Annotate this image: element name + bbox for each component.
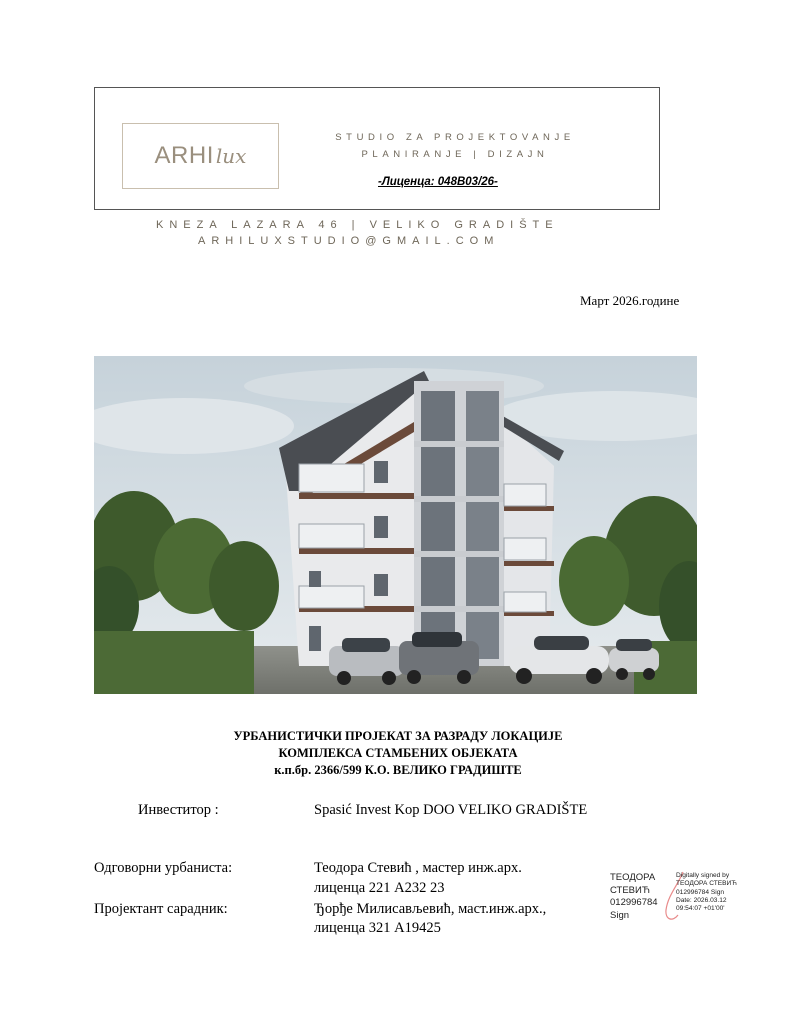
urbanist-license: лиценца 221 А232 23 — [314, 880, 445, 896]
urbanist-name: Теодора Стевић , мастер инж.арх. — [314, 860, 522, 876]
building-rendering — [94, 356, 697, 694]
designer-label: Пројектант сарадник: — [94, 901, 228, 917]
project-title-line-1: УРБАНИСТИЧКИ ПРОЈЕКАТ ЗА РАЗРАДУ ЛОКАЦИЈЕ — [233, 729, 563, 743]
investor-value: Spasić Invest Kop DOO VELIKO GRADIŠTE — [314, 802, 588, 818]
project-title-line-3: к.п.бр. 2366/599 К.О. ВЕЛИКО ГРАДИШТЕ — [274, 763, 522, 777]
urbanist-label: Одговорни урбаниста: — [94, 860, 233, 876]
project-title-line-2: КОМПЛЕКСА СТАМБЕНИХ ОБЈЕКАТА — [278, 746, 518, 760]
logo-script-text: lux — [215, 144, 247, 168]
signature-right-line: Digitally signed by — [676, 872, 730, 879]
company-logo — [122, 123, 279, 189]
signature-right-line: Date: 2026.03.12 — [676, 896, 727, 904]
signature-right-line: 012996784 Sign — [676, 888, 725, 896]
studio-tagline-1: STUDIO ZA PROJEKTOVANJE — [335, 132, 575, 143]
signature-right-line: 09:54:07 +01'00' — [676, 905, 725, 913]
designer-name: Ђорђе Милисављевић, маст.инж.арх., — [314, 901, 547, 917]
studio-address: KNEZA LAZARA 46 | VELIKO GRADIŠTE — [156, 219, 559, 231]
digital-signature — [610, 870, 750, 926]
signature-right-line: ТЕОДОРА СТЕВИЋ — [676, 880, 737, 888]
investor-label: Инвеститор : — [138, 802, 219, 818]
license-number: -Лиценца: 048B03/26- — [378, 176, 498, 188]
document-date: Март 2026.године — [580, 293, 680, 308]
studio-email: ARHILUXSTUDIO@GMAIL.COM — [198, 235, 500, 247]
signature-details-block — [676, 872, 737, 913]
signature-left-line: СТЕВИЋ — [610, 884, 650, 896]
signature-left-line: 012996784 — [610, 897, 658, 908]
studio-tagline-2: PLANIRANJE | DIZAJN — [361, 149, 549, 160]
logo-main-text: ARHI — [154, 142, 214, 169]
signature-left-line: ТЕОДОРА — [610, 872, 656, 883]
designer-license: лиценца 321 А19425 — [314, 920, 441, 936]
signature-left-line: Sign — [610, 909, 630, 921]
signature-signer-block — [610, 872, 658, 922]
